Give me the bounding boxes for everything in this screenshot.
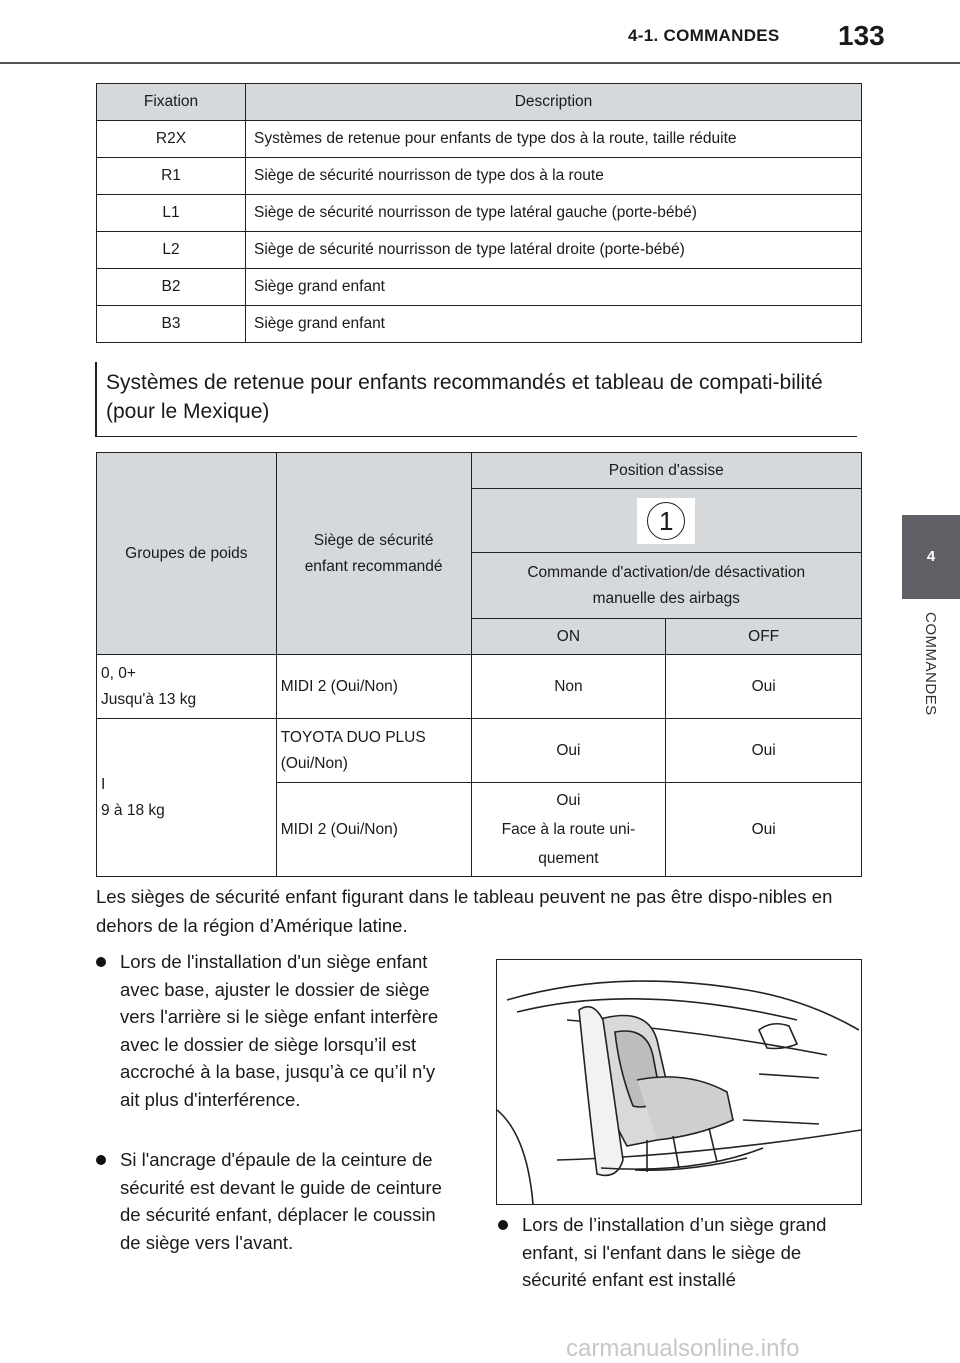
section-title-bar bbox=[95, 362, 97, 436]
list-item-text: Si l'ancrage d'épaule de la ceinture de sécurité est devant le guide de ceinture de sécurité enfant, déplacer le coussin de siège vers l'avant. bbox=[120, 1149, 442, 1253]
compatibility-table bbox=[96, 452, 862, 877]
list-item bbox=[96, 1146, 466, 1266]
section-title-underline bbox=[95, 436, 857, 437]
section-heading: 4-1. COMMANDES bbox=[628, 26, 780, 45]
watermark: carmanualsonline.info bbox=[566, 1335, 800, 1362]
position-badge bbox=[637, 498, 695, 544]
recommended-seat bbox=[276, 719, 471, 783]
table-row bbox=[97, 158, 862, 195]
airbag-on-value bbox=[471, 783, 666, 877]
column-header: Description bbox=[246, 84, 862, 121]
car-seat-drawing bbox=[497, 960, 861, 1204]
airbag-on-header: ON bbox=[471, 619, 666, 655]
table-row bbox=[97, 195, 862, 232]
list-item bbox=[498, 1211, 868, 1331]
weight-group-range: 9 à 18 kg bbox=[101, 801, 165, 819]
weight-group-name: 0, 0+ bbox=[101, 664, 136, 682]
table-row bbox=[97, 719, 862, 783]
table-row bbox=[97, 306, 862, 343]
airbag-on-note: quement bbox=[538, 850, 599, 867]
table-row bbox=[97, 121, 862, 158]
seat-name-suffix: (Oui/Non) bbox=[280, 754, 348, 772]
fixation-code: L1 bbox=[97, 195, 246, 232]
airbag-on-note: Face à la route uni- bbox=[501, 821, 636, 838]
chapter-tab: 4 bbox=[902, 515, 960, 599]
seating-position-header: Position d'assise bbox=[471, 453, 861, 489]
section-title: Systèmes de retenue pour enfants recommandés et tableau de compati-bilité (pour le Mexique) bbox=[106, 371, 823, 423]
airbag-off-value: Oui bbox=[666, 783, 862, 877]
recommended-seat-header: Siège de sécurité enfant recommandé bbox=[276, 453, 471, 655]
fixation-code: B3 bbox=[97, 306, 246, 343]
position-number-cell bbox=[471, 489, 861, 553]
bullet-icon bbox=[96, 957, 106, 967]
weight-group-cell bbox=[97, 655, 277, 719]
fixation-description: Siège de sécurité nourrisson de type dos à la route bbox=[246, 158, 862, 195]
bullet-icon bbox=[498, 1220, 508, 1230]
airbag-off-value: Oui bbox=[666, 655, 862, 719]
table-row bbox=[97, 232, 862, 269]
position-number: 1 bbox=[647, 502, 685, 540]
fixation-code: R2X bbox=[97, 121, 246, 158]
fixation-description: Siège de sécurité nourrisson de type latéral droite (porte-bébé) bbox=[246, 232, 862, 269]
fixation-description: Systèmes de retenue pour enfants de type dos à la route, taille réduite bbox=[246, 121, 862, 158]
airbag-on-answer: Oui bbox=[556, 792, 581, 809]
list-item-text: Lors de l'installation d'un siège enfant avec base, ajuster le dossier de siège vers l'arrière si le siège enfant interfère avec le dossier de siège lorsqu’il est accroché à la base, jusqu’à ce qu’il n'y ait plus d'interférence. bbox=[120, 951, 439, 1110]
airbag-off-value: Oui bbox=[666, 719, 862, 783]
recommended-seat: MIDI 2 (Oui/Non) bbox=[276, 783, 471, 877]
table-header-row bbox=[97, 84, 862, 121]
header-divider bbox=[0, 62, 960, 64]
airbag-off-header: OFF bbox=[666, 619, 862, 655]
table-row bbox=[97, 269, 862, 306]
fixation-code: B2 bbox=[97, 269, 246, 306]
page-number: 133 bbox=[838, 20, 885, 51]
airbag-on-value: Non bbox=[471, 655, 666, 719]
airbag-switch-header: Commande d'activation/de désactivation manuelle des airbags bbox=[471, 553, 861, 619]
table-row bbox=[97, 655, 862, 719]
fixation-table bbox=[96, 83, 862, 343]
child-seat-illustration bbox=[496, 959, 862, 1205]
weight-group-range: Jusqu'à 13 kg bbox=[101, 690, 197, 708]
weight-group-cell bbox=[97, 719, 277, 877]
chapter-label: COMMANDES bbox=[922, 612, 939, 716]
airbag-on-value: Oui bbox=[471, 719, 666, 783]
list-item bbox=[96, 948, 466, 1148]
fixation-code: L2 bbox=[97, 232, 246, 269]
weight-group-name: I bbox=[101, 775, 106, 793]
column-header: Fixation bbox=[97, 84, 246, 121]
recommended-seat: MIDI 2 (Oui/Non) bbox=[276, 655, 471, 719]
availability-note: Les sièges de sécurité enfant figurant dans le tableau peuvent ne pas être dispo-nibles en dehors de la région d’Amérique latine. bbox=[96, 886, 833, 936]
fixation-description: Siège de sécurité nourrisson de type latéral gauche (porte-bébé) bbox=[246, 195, 862, 232]
seat-name: TOYOTA DUO PLUS bbox=[280, 728, 426, 746]
bullet-icon bbox=[96, 1155, 106, 1165]
fixation-description: Siège grand enfant bbox=[246, 269, 862, 306]
weight-group-header: Groupes de poids bbox=[97, 453, 277, 655]
fixation-description: Siège grand enfant bbox=[246, 306, 862, 343]
list-item-text: Lors de l’installation d’un siège grand enfant, si l'enfant dans le siège de sécurité enfant est installé bbox=[522, 1214, 827, 1290]
fixation-code: R1 bbox=[97, 158, 246, 195]
